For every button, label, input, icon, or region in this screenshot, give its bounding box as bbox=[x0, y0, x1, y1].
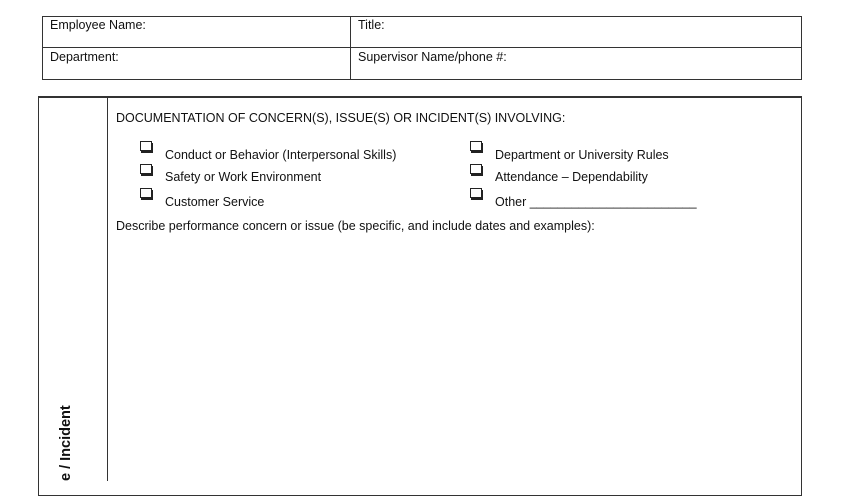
employee-name-field[interactable]: Employee Name: bbox=[50, 18, 146, 32]
checkbox-conduct[interactable] bbox=[140, 141, 152, 151]
supervisor-field[interactable]: Supervisor Name/phone #: bbox=[358, 50, 507, 64]
describe-prompt: Describe performance concern or issue (be specific, and include dates and examples): bbox=[116, 219, 595, 233]
concern-heading: DOCUMENTATION OF CONCERN(S), ISSUE(S) OR INCIDENT(S) INVOLVING: bbox=[116, 111, 566, 125]
title-field[interactable]: Title: bbox=[358, 18, 385, 32]
header-column-divider bbox=[350, 16, 351, 80]
checkbox-other-label[interactable]: Other ________________________ bbox=[495, 195, 697, 209]
checkbox-customer-service-label: Customer Service bbox=[165, 195, 265, 209]
checkbox-safety-label: Safety or Work Environment bbox=[165, 170, 322, 184]
checkbox-customer-service[interactable] bbox=[140, 188, 152, 198]
checkbox-attendance-label: Attendance – Dependability bbox=[495, 170, 648, 184]
header-table bbox=[42, 16, 802, 80]
checkbox-other[interactable] bbox=[470, 188, 482, 198]
checkbox-attendance[interactable] bbox=[470, 164, 482, 174]
checkbox-conduct-label: Conduct or Behavior (Interpersonal Skills) bbox=[165, 148, 397, 162]
checkbox-department-rules[interactable] bbox=[470, 141, 482, 151]
checkbox-department-rules-label: Department or University Rules bbox=[495, 148, 669, 162]
side-label: e / Incident bbox=[58, 405, 74, 481]
describe-text-area[interactable] bbox=[110, 236, 800, 481]
header-row-divider bbox=[42, 47, 802, 48]
department-field[interactable]: Department: bbox=[50, 50, 119, 64]
checkbox-safety[interactable] bbox=[140, 164, 152, 174]
